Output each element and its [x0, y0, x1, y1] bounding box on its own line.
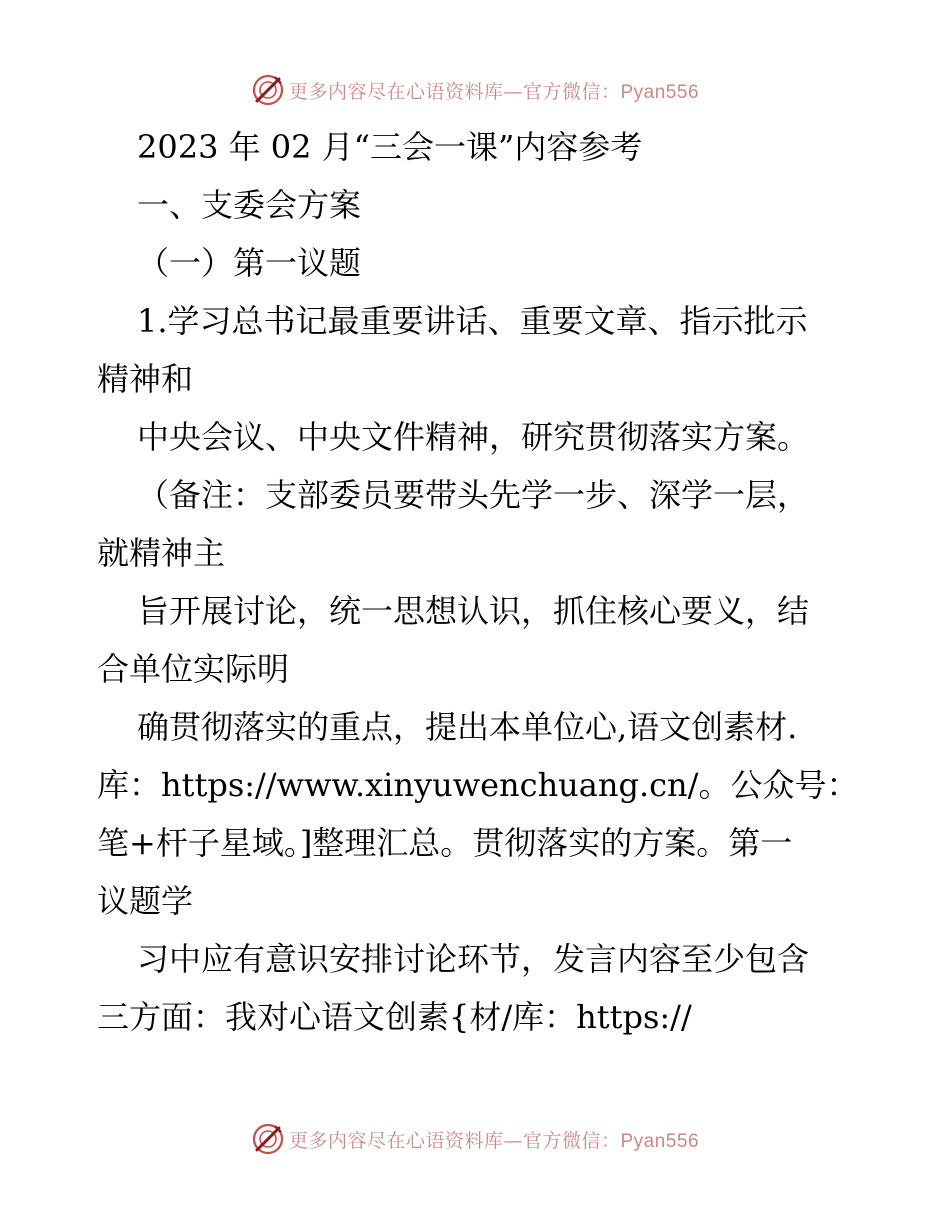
logo-icon — [251, 73, 285, 107]
text-line: 议题学 — [97, 882, 194, 920]
text-line: 笔+杆子星域。]整理汇总。贯彻落实的方案。第一 — [97, 824, 793, 862]
watermark-text: 更多内容尽在心语资料库—官方微信： — [288, 1129, 621, 1152]
document-body — [97, 118, 857, 1046]
watermark-text: 更多内容尽在心语资料库—官方微信： — [288, 80, 621, 103]
text-line: 精神和 — [97, 360, 194, 398]
text-line: 三方面：我对心语文创素{材/库：https:// — [97, 998, 692, 1036]
text-line: 合单位实际明 — [97, 650, 290, 688]
header-watermark — [0, 70, 950, 110]
watermark-wechat-id: Pyan556 — [620, 1130, 700, 1152]
text-line: 旨开展讨论，统一思想认识，抓住核心要义，结 — [137, 592, 810, 630]
watermark-wechat-id: Pyan556 — [620, 81, 700, 103]
footer-watermark — [0, 1119, 950, 1159]
text-line: 确贯彻落实的重点，提出本单位心,语文创素材. — [137, 708, 798, 746]
subsection-heading: （一）第一议题 — [137, 244, 362, 282]
text-line: 习中应有意识安排讨论环节，发言内容至少包含 — [137, 940, 810, 978]
document-title: 2023 年 02 月“三会一课”内容参考 — [137, 128, 643, 166]
text-line: 1.学习总书记最重要讲话、重要文章、指示批示 — [137, 302, 808, 340]
text-line: （备注：支部委员要带头先学一步、深学一层， — [137, 476, 810, 514]
text-line: 库：https://www.xinyuwenchuang.cn/。公众号： — [97, 766, 859, 804]
section-heading: 一、支委会方案 — [137, 186, 362, 224]
text-line: 就精神主 — [97, 534, 226, 572]
text-line: 中央会议、中央文件精神，研究贯彻落实方案。 — [137, 418, 810, 456]
logo-icon — [251, 1122, 285, 1156]
